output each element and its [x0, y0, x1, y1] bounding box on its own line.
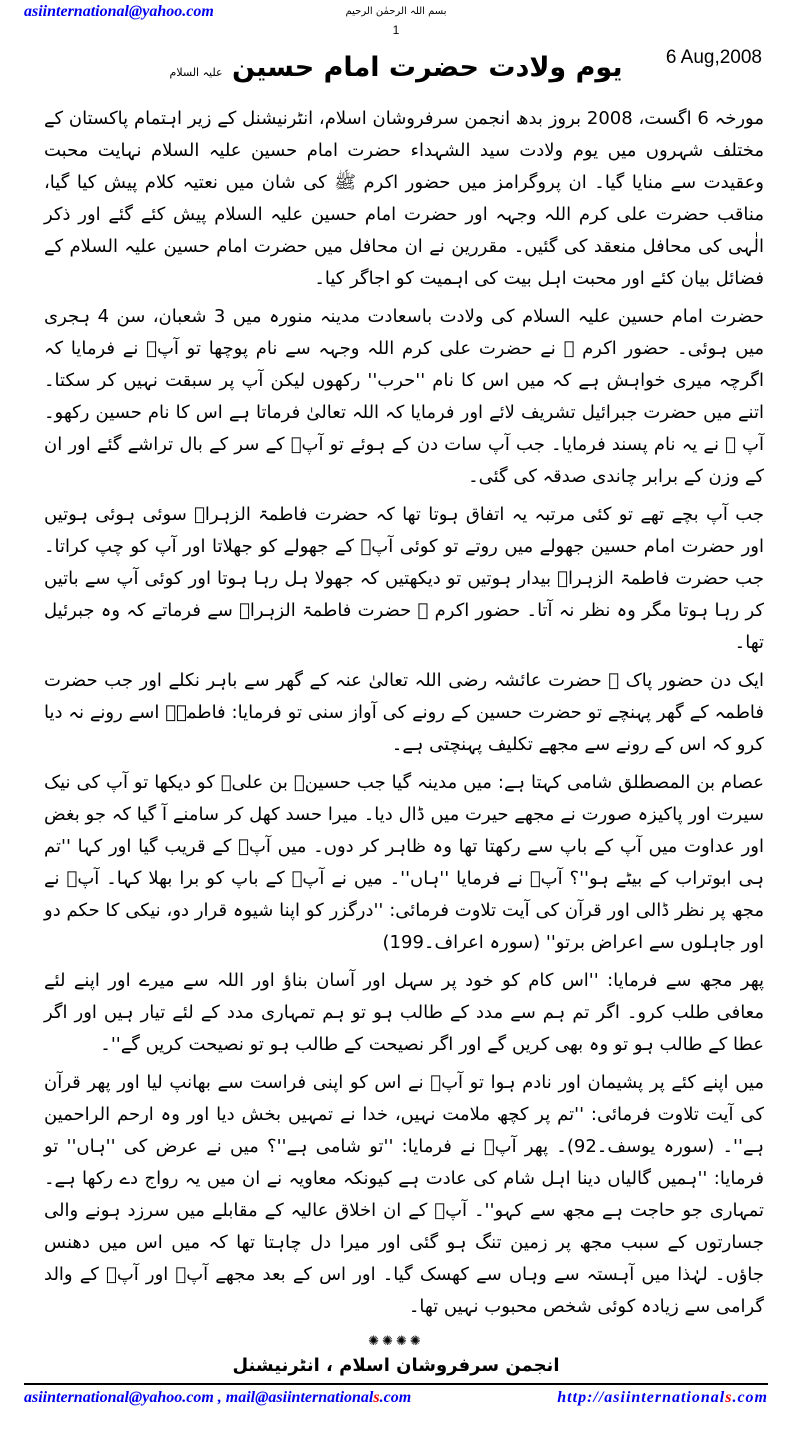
page-number: 1 — [392, 23, 400, 37]
footer-email-link-2[interactable] — [226, 1389, 411, 1406]
footer-website-link[interactable] — [557, 1387, 768, 1409]
footer-emails — [24, 1387, 411, 1409]
page-footer — [24, 1385, 768, 1409]
url-part: .com — [732, 1389, 768, 1406]
header-center — [276, 2, 516, 38]
paragraph: میں اپنے کئے پر پشیمان اور نادم ہوا تو آپؑ نے اس کو اپنی فراست سے بھانپ لیا اور پھر قرآن کی آیت تلاوت فرمائی: ''تم پر کچھ ملامت نہیں، خدا نے تمہیں بخش دیا اور وہ ارحم الراحمین ہے''۔ (سورہ یوسف۔92)۔ پھر آپؑ نے فرمایا: ''تو شامی ہے''؟ میں نے عرض کی ''ہاں'' تو فرمایا: ''ہمیں گالیاں دینا اہل شام کی عادت ہے کیونکہ معاویہ نے ان میں یہ رواج دے رکھا ہے۔ تمہاری جو حاجت ہے مجھ سے کہو''۔ آپؑ کے ان اخلاق عالیہ کے مقابلے میں سرزد ہونے والی جسارتوں کے سبب مجھ پر زمین تنگ ہو گئی اور میرا دل چاہتا تھا کہ میں اس میں دھنس جاؤں۔ لہٰذا میں آہستہ سے وہاں سے کھسک گیا۔ اور اس کے بعد مجھے آپؑ اور آپؑ کے والد گرامی سے زیادہ کوئی شخص محبوب نہیں تھا۔ — [44, 1072, 764, 1317]
document-date: 6 Aug,2008 — [665, 47, 762, 68]
page-header — [24, 2, 768, 46]
paragraph: ایک دن حضور پاک ﷺ حضرت عائشہ رضی اللہ تعالیٰ عنہ کے گھر سے باہر نکلے اور جب حضرت فاطمہ کے گھر پہنچے تو حضرت حسین کے رونے کی آواز سنی تو فرمایا: فاطمہؑ اسے رونے نہ دیا کرو کہ اس کے رونے سے مجھے تکلیف پہنچتی ہے۔ — [44, 670, 764, 755]
title-suffix: علیہ السلام — [169, 66, 223, 79]
header-email-link[interactable]: asiinternational@yahoo.com — [24, 3, 214, 20]
ornament-divider: ✺✺✺✺ — [368, 1334, 424, 1349]
url-part: http://asiinternational — [557, 1389, 726, 1406]
paragraph: عصام بن المصطلق شامی کہتا ہے: میں مدینہ گیا جب حسینؑ بن علیؑ کو دیکھا تو آپ کی نیک سیرت اور پاکیزہ صورت نے مجھے حیرت میں ڈال دیا۔ میرا حسد کھل کر سامنے آ گیا کہ جو بغض اور عداوت میں آپ کے باپ سے رکھتا تھا وہ ظاہر کر دوں۔ میں آپؑ کے قریب گیا اور کہا ''تم ہی ابوتراب کے بیٹے ہو''؟ آپؑ نے فرمایا ''ہاں''۔ میں نے آپؑ کے باپ کو برا بھلا کہا۔ آپؑ نے مجھ پر نظر ڈالی اور قرآن کی آیت تلاوت فرمائی: ''درگزر کو اپنا شیوہ قرار دو، نیکی کا حکم دو اور جاہلوں سے اعراض برتو'' (سورہ اعراف۔199) — [44, 772, 764, 953]
paragraph: پھر مجھ سے فرمایا: ''اس کام کو خود پر سہل اور آسان بناؤ اور اللہ سے میرے اور اپنے لئے معافی طلب کرو۔ اگر تم ہم سے مدد کے طالب ہو تو ہم تمہاری مدد کے لئے تیار ہیں اور اگر عطا کے طالب ہو تو وہ بھی کریں گے اور اگر نصیحت کے طالب ہو تو نصیحت کریں گے''۔ — [44, 970, 764, 1055]
title-row — [24, 46, 768, 95]
separator: , — [213, 1389, 226, 1406]
email-part: .com — [379, 1389, 412, 1406]
title-text: یوم ولادت حضرت امام حسین — [231, 52, 623, 83]
organization-name: انجمن سرفروشان اسلام ، انٹرنیشنل — [232, 1355, 560, 1376]
email-highlight: s — [373, 1389, 380, 1406]
page-title — [170, 46, 623, 95]
article-body — [44, 103, 764, 1323]
bismillah: بسم اللہ الرحمٰن الرحیم — [345, 6, 447, 17]
footer-email-link-1[interactable]: asiinternational@yahoo.com — [24, 1389, 214, 1406]
paragraph: جب آپ بچے تھے تو کئی مرتبہ یہ اتفاق ہوتا تھا کہ حضرت فاطمۃ الزہراؑ سوئی ہوئی ہوتیں اور حضرت امام حسین جھولے میں روتے تو کوئی آپؑ کے جھولے کو جھلاتا اور آپ کو چپ کراتا۔ جب حضرت فاطمۃ الزہراؑ بیدار ہوتیں تو دیکھتیں کہ جھولا ہل رہا ہوتا اور کوئی آپ سے باتیں کر رہا ہوتا مگر وہ نظر نہ آتا۔ حضور اکرم ﷺ حضرت فاطمۃ الزہراؑ سے فرماتے کہ وہ جبرئیل تھا۔ — [44, 504, 764, 653]
email-part: mail@asiinternational — [225, 1389, 374, 1406]
paragraph: حضرت امام حسین علیہ السلام کی ولادت باسعادت مدینہ منورہ میں 3 شعبان، سن 4 ہجری میں ہوئی۔ حضور اکرم ﷺ نے حضرت علی کرم اللہ وجہہ سے نام پوچھا تو آپؑ نے فرمایا کہ اگرچہ میری خواہش ہے کہ میں اس کا نام ''حرب'' رکھوں لیکن آپ پر سبقت نہیں کر سکتا۔ اتنے میں حضرت جبرائیل تشریف لائے اور فرمایا کہ اللہ تعالیٰ فرماتا ہے اس کا نام حسین رکھو۔ آپ ﷺ نے یہ نام پسند فرمایا۔ جب آپ سات دن کے ہوئے تو آپؑ کے سر کے بال تراشے گئے اور ان کے وزن کے برابر چاندی صدقہ کی گئی۔ — [44, 306, 764, 487]
paragraph: مورخہ 6 اگست، 2008 بروز بدھ انجمن سرفروشان اسلام، انٹرنیشنل کے زیر اہتمام پاکستان کے مختلف شہروں میں یوم ولادت سید الشہداء حضرت امام حسین علیہ السلام نہایت محبت وعقیدت سے منایا گیا۔ ان پروگرامز میں حضور اکرم ﷺ کی شان میں نعتیہ کلام پیش کیا گیا، مناقب حضرت علی کرم اللہ وجہہ اور حضرت امام حسین علیہ السلام پیش کئے گئے اور ذکر الٰہی کی محافل منعقد کی گئیں۔ مقررین نے ان محافل میں حضرت امام حسین علیہ السلام کے فضائل بیان کئے اور محبت اہل بیت کی اہمیت کو اجاگر کیا۔ — [44, 108, 764, 289]
url-highlight: s — [725, 1389, 733, 1406]
